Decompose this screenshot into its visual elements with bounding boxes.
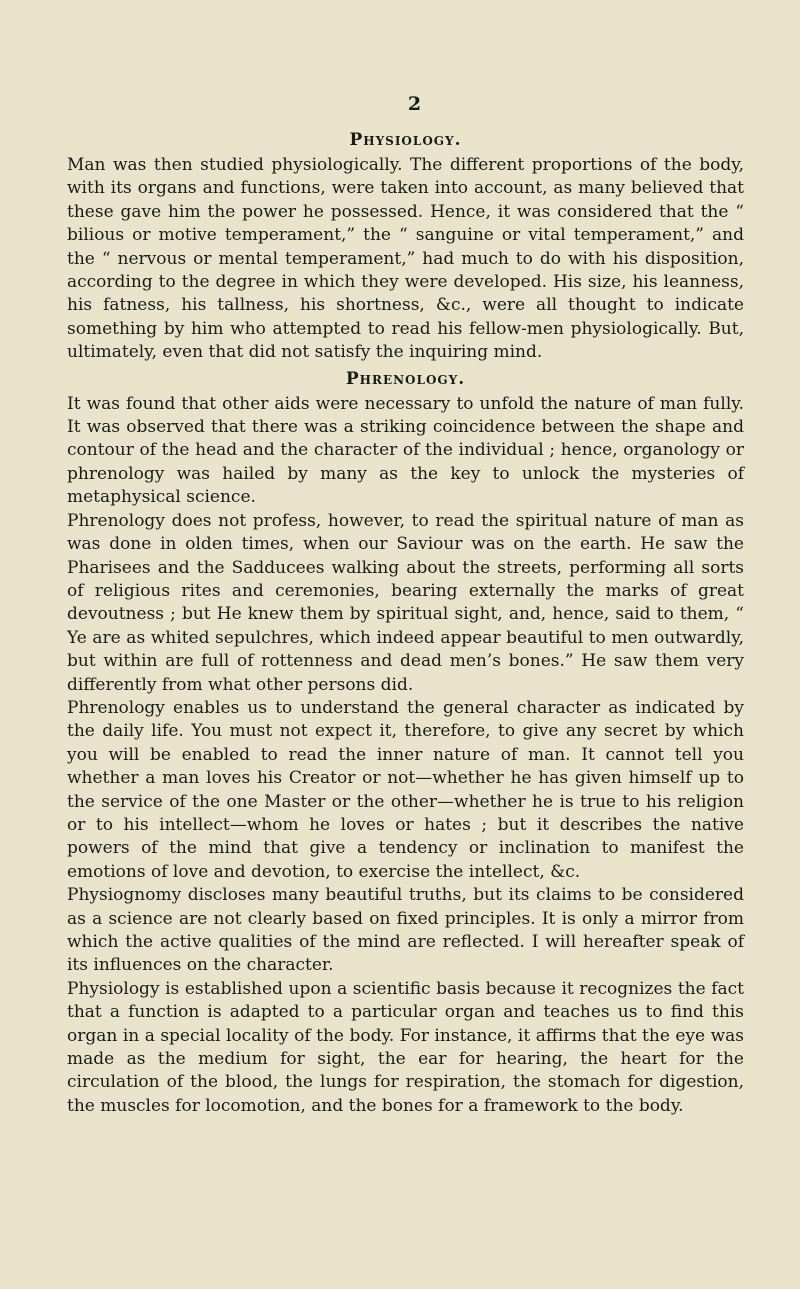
physiology-paragraph-1: Man was then studied physiologically. The different proportions of the body, with its organs and functions, were taken into account, as many believed that these gave him the power he possessed. Hence, it was considered that the “ bilious or motive temperament,” the “ sanguine or vital temperament,” and the “ nervous or mental temperament,” had much to do with his disposition, according to the degree in which they were developed. His size, his leanness, his fatness, his tallness, his shortness, &c., were all thought to indicate something by him who attempted to read his fellow-men physiologically. But, ultimately, even that did not satisfy the inquiring mind. [67,155,744,363]
phrenology-paragraph-1: It was found that other aids were necessary to unfold the nature of man fully. It was observed that there was a striking coincidence between the shape and contour of the head and the character of the individual ; hence, organology or phrenology was hailed by many as the key to unlock the mysteries of metaphysical science. [67,393,744,508]
physiology-section [67,126,744,365]
physiology-basis-paragraph: Physiology is established upon a scientific basis because it recognizes the fact that a function is adapted to a particular organ and teaches us to find this organ in a special locality of the body. For instance, it affirms that the eye was made as the medium for sight, the ear for hearing, the heart for the circulation of the blood, the lungs for respiration, the stomach for digestion, the muscles for locomotion, and the bones for a framework to the body. [67,978,744,1116]
phrenology-paragraph-3: Phrenology enables us to understand the general character as indicated by the daily life. You must not expect it, therefore, to give any secret by which you will be enabled to read the inner nature of man. It cannot tell you whether a man loves his Creator or not—whether he has given himself up to the service of the one Master or the other—whether he is true to his religion or to his intellect—whom he loves or hates ; but it describes the native powers of the mind that give a tendency or inclination to manifest the emotions of love and devotion, to exercise the intellect, &c. [67,697,744,882]
phrenology-section [67,365,744,1119]
physiology-heading: Physiology. [349,130,462,150]
page-number: 2 [407,93,422,115]
phrenology-heading: Phrenology. [345,368,466,389]
phrenology-paragraph-2: Phrenology does not profess, however, to read the spiritual nature of man as was done in olden times, when our Saviour was on the earth. He saw the Pharisees and the Sadducees walking about the streets, performing all sorts of religious rites and ceremonies, bearing externally the marks of great devoutness ; but He knew them by spiritual sight, and, hence, said to them, “ Ye are as whited sepulchres, which indeed appear beautiful to men outwardly, but within are full of rottenness and dead men’s bones.” He saw them very differently from what other persons did. [67,510,744,695]
physiognomy-paragraph: Physiognomy discloses many beautiful truths, but its claims to be considered as a science are not clearly based on fixed principles. It is only a mirror from which the active qualities of the mind are reflected. I will hereafter speak of its influences on the character. [67,885,744,976]
